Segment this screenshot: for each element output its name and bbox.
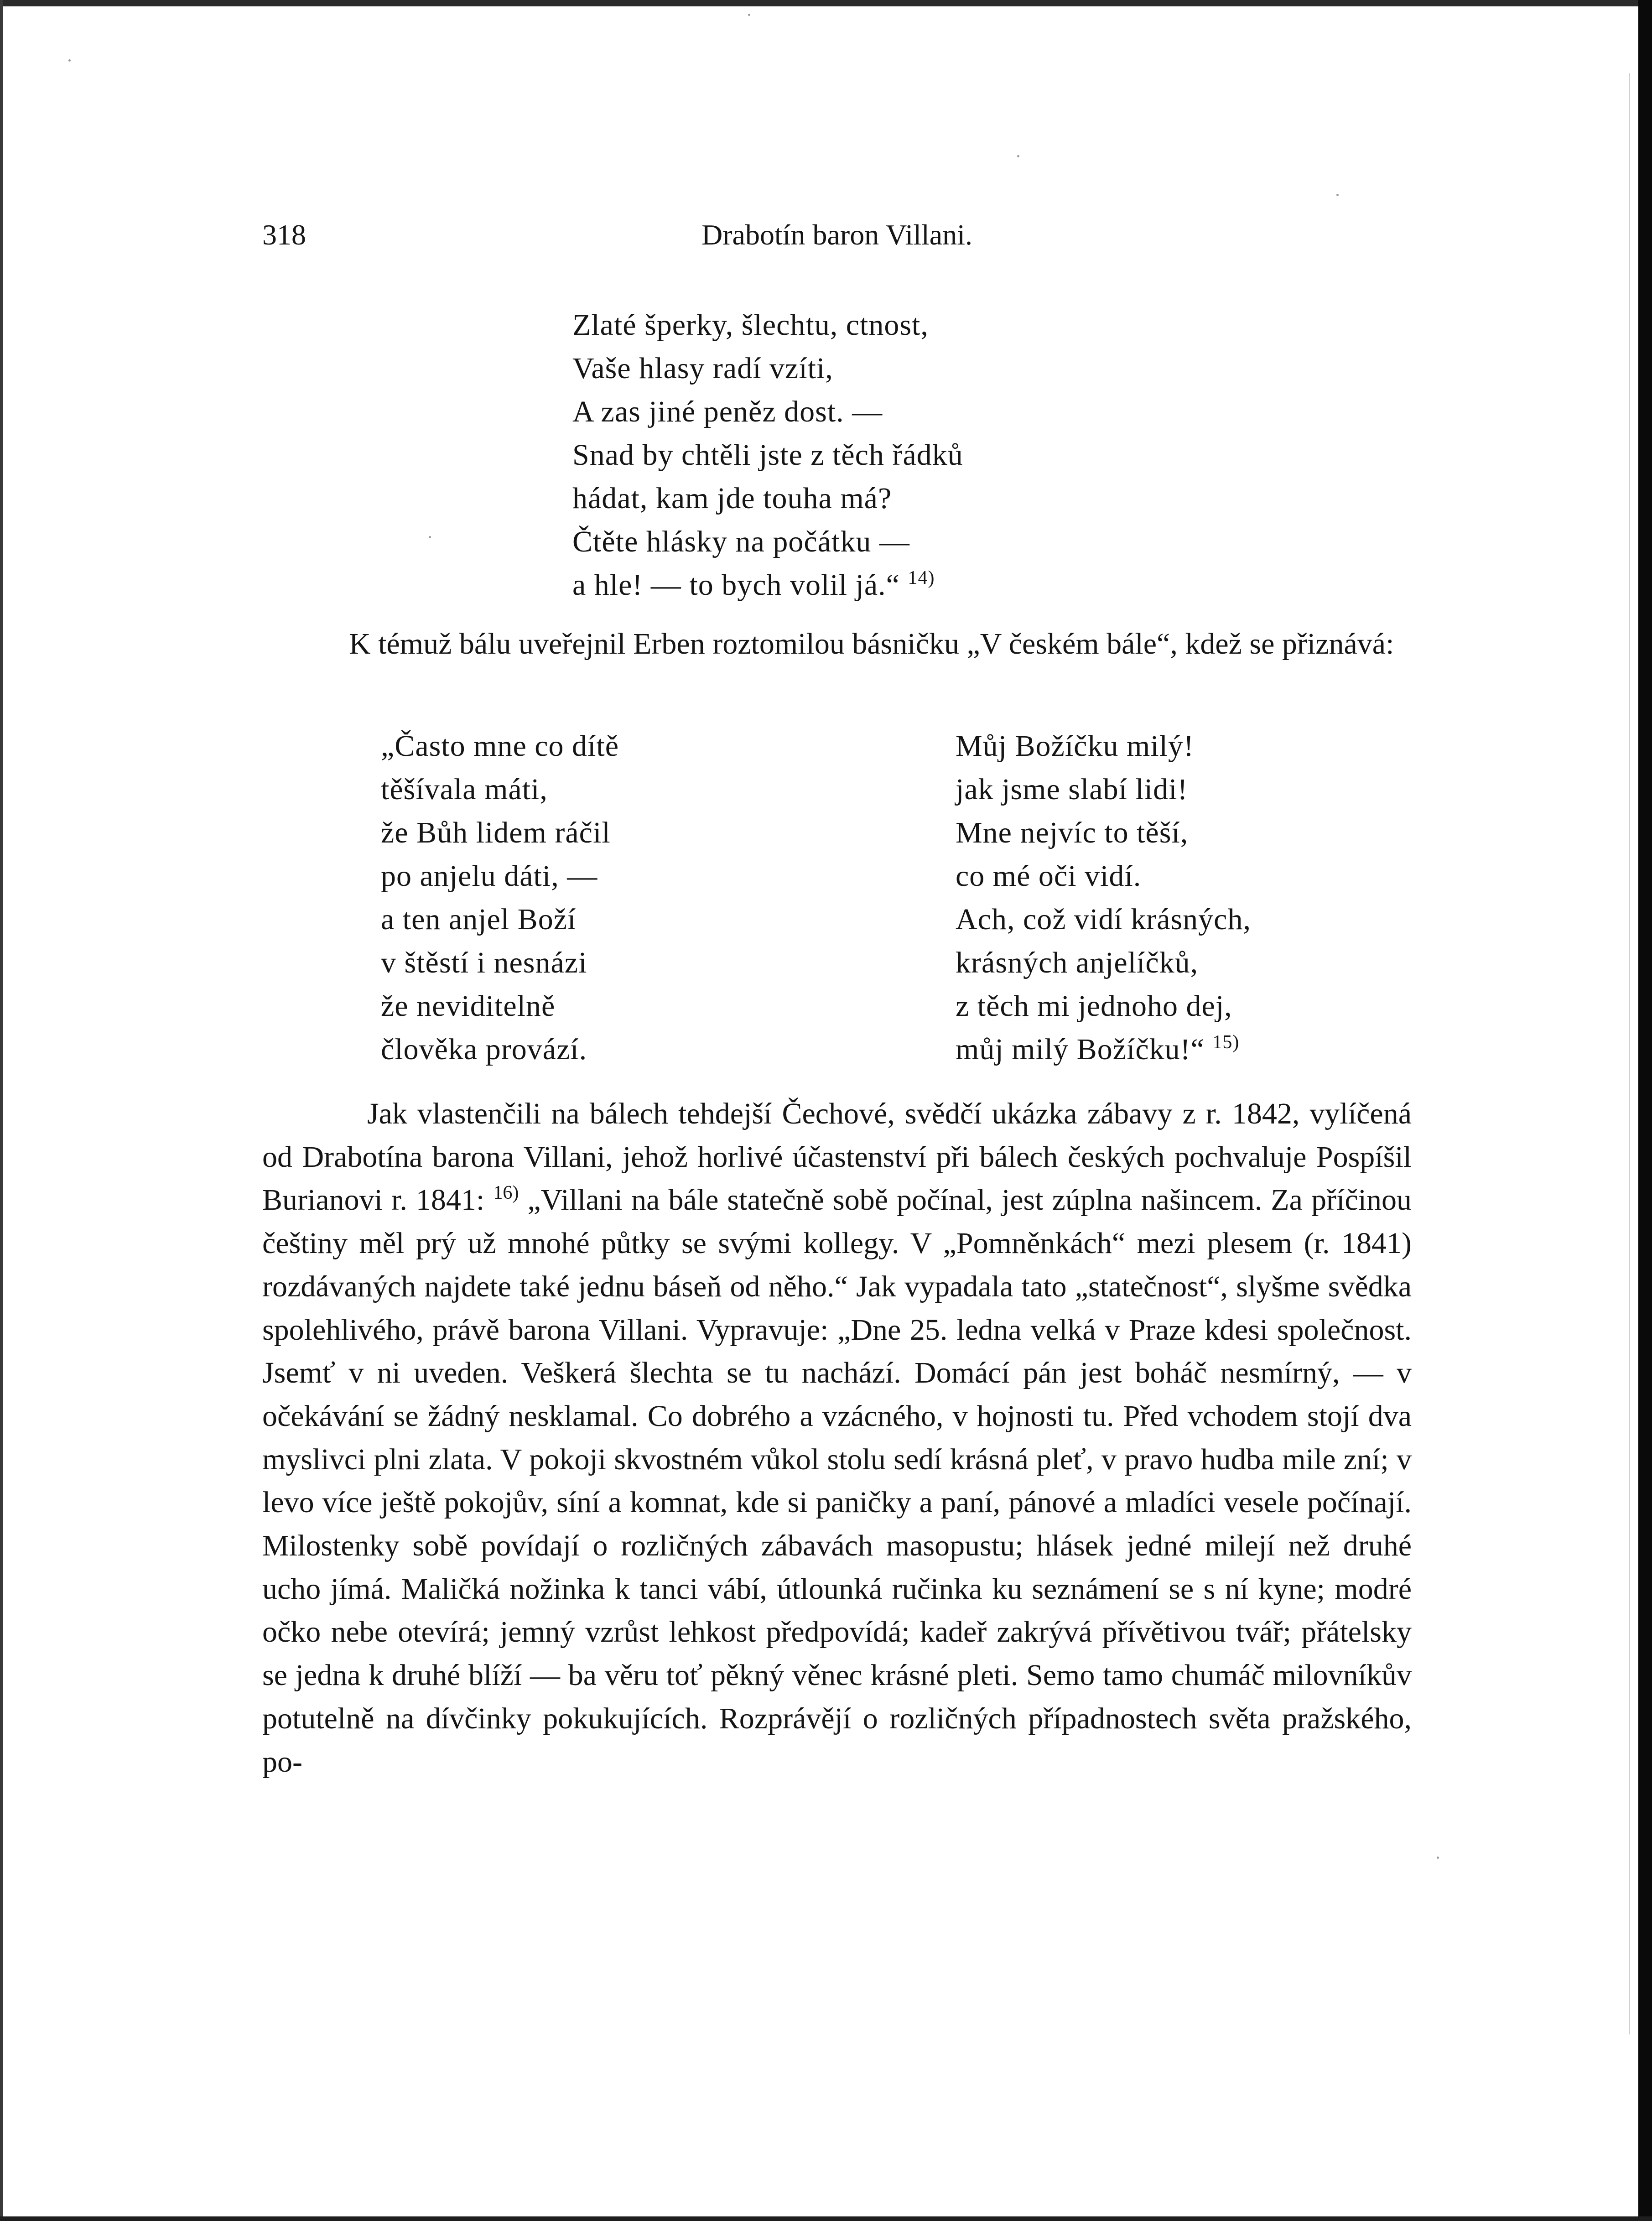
poem-erben-left-column [381, 724, 619, 1071]
poem-line: a ten anjel Boží [381, 903, 577, 936]
poem-line: „Často mne co dítě [381, 729, 619, 763]
scan-speck [429, 536, 431, 538]
main-paragraph-text: Jak vlastenčili na bálech tehdejší Čechové, svědčí ukázka zábavy z r. 1842, vylíčená od Drabotína barona Villani, jehož horlivé účastenství při bálech českých pochvaluje Pospíšil Burianovi r. 1841: [262, 1097, 1412, 1217]
poem-line [956, 1028, 1251, 1071]
poem-line [572, 563, 963, 607]
page-fold-line [1629, 73, 1630, 2034]
intro-paragraph: K témuž bálu uveřejnil Erben roztomilou básničku „V českém bále“, kdež se přiznává: [349, 627, 1394, 661]
scan-edge-left [0, 0, 3, 2221]
footnote-ref: 16) [493, 1182, 519, 1204]
main-paragraph-text: „Villani na bále statečně sobě počínal, jest zúplna našincem. Za příčinou češtiny měl prý už mnohé půtky se svými kollegy. V „Pomněnkách“ mezi plesem (r. 1841) rozdávaných najdete také jednu báseň od něho.“ Jak vypadala tato „statečnost“, slyšme svědka spolehlivého, právě barona Villani. Vypravuje: „Dne 25. ledna velká v Praze kdesi společnost. Jsemť v ni uveden. Veškerá šlechta se tu nachází. Domácí pán jest boháč nesmírný, — v očekávání se žádný nesklamal. Co dobrého a vzácného, v hojnosti tu. Před vchodem stojí dva myslivci plni zlata. V pokoji skvostném vůkol stolu sedí krásná pleť, v pravo hudba mile zní; v levo více ještě pokojův, síní a komnat, kde si paničky a paní, pánové a mladíci vesele počínají. Milostenky sobě povídají o rozličných zábavách masopustu; hlásek jedné milejí než druhé ucho jímá. Maličká nožinka k tanci vábí, útlounká ručinka ku seznámení se s ní kyne; modré očko nebe otevírá; jemný vzrůst lehkost předpovídá; kadeř zakrývá přívětivou tvář; přátelsky se jedna k druhé blíží — ba věru toť pěkný věnec krásné pleti. Semo tamo chumáč milovníkův potutelně na dívčinky pokukujících. Rozprávějí o rozličných případnostech světa pražského, po- [262, 1183, 1412, 1779]
poem-erben-right-column [956, 724, 1251, 1071]
scan-speck [748, 14, 750, 16]
scan-speck [1437, 1857, 1439, 1859]
poem-line: krásných anjelíčků, [956, 946, 1199, 979]
poem-line: Můj Božíčku milý! [956, 729, 1194, 763]
scan-edge-top [0, 0, 1652, 6]
poem-line: z těch mi jednoho dej, [956, 989, 1232, 1023]
poem-line: Vaše hlasy radí vzíti, [572, 352, 833, 385]
poem-line: člověka provází. [381, 1033, 587, 1066]
poem-line-text: a hle! — to bych volil já.“ [572, 568, 900, 602]
scan-edge-bottom [0, 2216, 1652, 2221]
poem-line: hádat, kam jde touha má? [572, 482, 892, 515]
scan-edge-right [1638, 0, 1652, 2221]
poem-line: A zas jiné peněz dost. — [572, 395, 883, 428]
footnote-ref: 15) [1212, 1032, 1240, 1053]
poem-line-text: můj milý Božíčku!“ [956, 1033, 1205, 1066]
poem-line: jak jsme slabí lidi! [956, 773, 1188, 806]
poem-line: Zlaté šperky, šlechtu, ctnost, [572, 308, 929, 342]
poem-line: v štěstí i nesnázi [381, 946, 587, 979]
poem-line: těšívala máti, [381, 773, 548, 806]
poem-line: Ach, což vidí krásných, [956, 903, 1251, 936]
poem-line: Snad by chtěli jste z těch řádků [572, 438, 963, 472]
page-number: 318 [262, 218, 306, 251]
poem-line: Mne nejvíc to těší, [956, 816, 1189, 849]
running-head-title: Drabotín baron Villani. [701, 218, 972, 251]
scan-speck [1017, 155, 1019, 157]
poem-line: že Bůh lidem ráčil [381, 816, 611, 849]
scan-speck [1336, 194, 1339, 196]
poem-line: co mé oči vidí. [956, 859, 1142, 893]
poem-line: že neviditelně [381, 989, 556, 1023]
scan-speck [68, 59, 71, 62]
running-head [262, 208, 1412, 262]
poem-line: po anjelu dáti, — [381, 859, 598, 893]
poem-acrostic [572, 303, 963, 607]
poem-line: Čtěte hlásky na počátku — [572, 525, 910, 558]
main-paragraph [262, 1092, 1412, 1784]
footnote-ref: 14) [908, 567, 935, 588]
